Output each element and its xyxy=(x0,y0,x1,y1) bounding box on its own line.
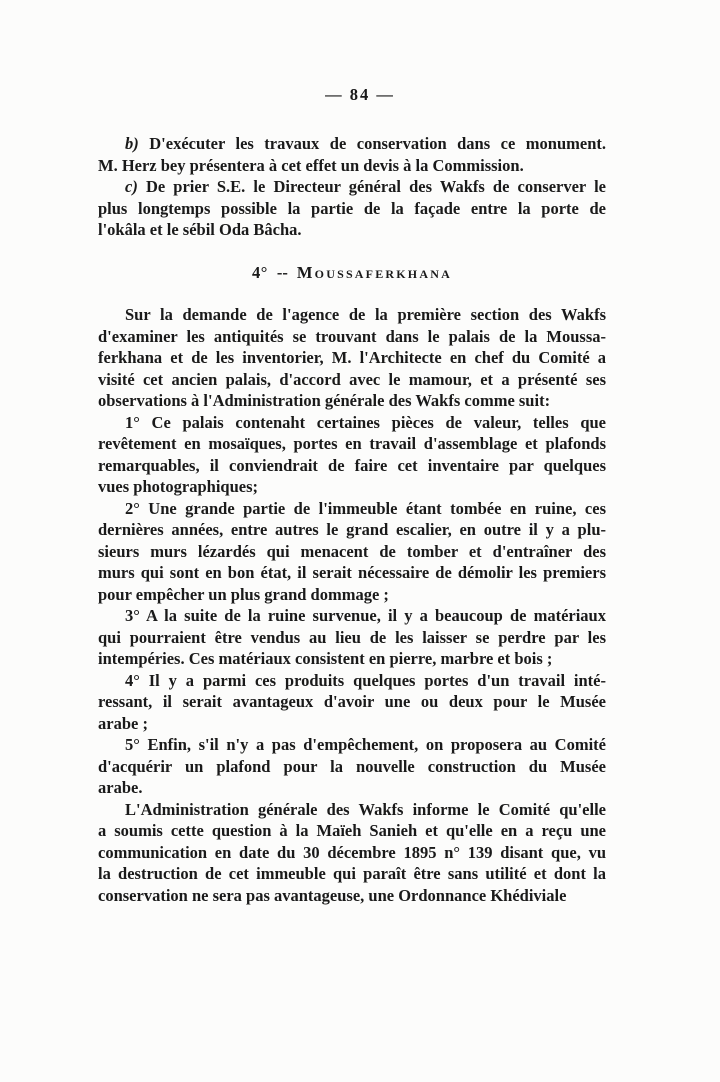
text-line xyxy=(98,433,606,455)
line-text: plus longtemps possible la partie de la façade entre la porte de xyxy=(98,198,606,218)
line-text: qui pourraient être vendus au lieu de les laisser se perdre par les xyxy=(98,627,606,647)
line-text: vues photographiques; xyxy=(98,477,258,496)
line-text: ferkhana et de les inventorier, M. l'Architecte en chef du Comité a xyxy=(98,348,606,367)
text-line xyxy=(98,304,606,326)
line-text: intempéries. Ces matériaux consistent en pierre, marbre et bois ; xyxy=(98,649,553,668)
line-text: D'exécuter les travaux de conservation dans ce monument. xyxy=(138,134,606,153)
paragraph xyxy=(98,176,606,241)
text-line xyxy=(98,713,606,735)
text-line xyxy=(98,691,606,713)
line-text: sieurs murs lézardés qui menacent de tomber et d'entraîner des xyxy=(98,541,606,561)
line-text: 1° Ce palais contenaht certaines pièces de valeur, telles que xyxy=(125,412,606,432)
text-column xyxy=(98,133,606,906)
text-line xyxy=(98,476,606,498)
page-number: — 84 — xyxy=(325,85,395,104)
text-line xyxy=(98,369,606,391)
text-line xyxy=(98,777,606,799)
text-line xyxy=(98,347,606,369)
text-line xyxy=(98,842,606,864)
line-text: remarquables, il conviendrait de faire cet inventaire par quelques xyxy=(98,455,606,475)
heading-separator: -- xyxy=(276,262,288,282)
line-text: d'acquérir un plafond pour la nouvelle construction du Musée xyxy=(98,756,606,776)
text-line xyxy=(98,562,606,584)
text-line xyxy=(98,734,606,756)
line-text: L'Administration générale des Wakfs informe le Comité qu'elle xyxy=(125,799,606,819)
italic-lead: c) xyxy=(125,177,138,196)
text-line xyxy=(98,412,606,434)
line-text: 3° A la suite de la ruine survenue, il y a beaucoup de matériaux xyxy=(125,606,606,625)
heading-numeral: 4° xyxy=(252,262,268,282)
paragraph xyxy=(98,133,606,176)
line-text: 4° Il y a parmi ces produits quelques portes d'un travail inté- xyxy=(125,670,606,690)
text-line xyxy=(98,541,606,563)
line-text: la destruction de cet immeuble qui paraît être sans utilité et dont la xyxy=(98,864,606,883)
body-paragraphs xyxy=(98,304,606,906)
line-text: 2° Une grande partie de l'immeuble étant tombée en ruine, ces xyxy=(125,498,606,518)
section-heading xyxy=(98,262,606,284)
text-line xyxy=(98,648,606,670)
text-line xyxy=(98,198,606,220)
line-text: observations à l'Administration générale des Wakfs comme suit: xyxy=(98,391,551,410)
text-line xyxy=(98,605,606,627)
text-line xyxy=(98,498,606,520)
paragraph xyxy=(98,670,606,735)
line-text: d'examiner les antiquités se trouvant dans le palais de la Moussa- xyxy=(98,326,606,346)
paragraph xyxy=(98,799,606,907)
text-line xyxy=(98,155,606,177)
line-text: pour empêcher un plus grand dommage ; xyxy=(98,584,389,604)
line-text: ressant, il serait avantageux d'avoir une ou deux pour le Musée xyxy=(98,692,606,711)
line-text: De prier S.E. le Directeur général des Wakfs de conserver le xyxy=(137,177,606,196)
paragraph xyxy=(98,734,606,799)
text-line xyxy=(98,863,606,885)
text-line xyxy=(98,133,606,155)
line-text: M. Herz bey présentera à cet effet un devis à la Commission. xyxy=(98,155,524,175)
text-line xyxy=(98,455,606,477)
paragraph xyxy=(98,605,606,670)
line-text: dernières années, entre autres le grand escalier, en outre il y a plu- xyxy=(98,520,606,539)
text-line xyxy=(98,326,606,348)
paragraph xyxy=(98,304,606,412)
paragraph xyxy=(98,412,606,498)
line-text: 5° Enfin, s'il n'y a pas d'empêchement, on proposera au Comité xyxy=(125,735,606,754)
line-text: murs qui sont en bon état, il serait nécessaire de démolir les premiers xyxy=(98,563,606,582)
italic-lead: b) xyxy=(125,134,139,153)
top-paragraphs xyxy=(98,133,606,241)
text-line xyxy=(98,219,606,241)
text-line xyxy=(98,519,606,541)
line-text: arabe ; xyxy=(98,713,148,733)
text-line xyxy=(98,627,606,649)
text-line xyxy=(98,390,606,412)
text-line xyxy=(98,584,606,606)
text-line xyxy=(98,820,606,842)
text-line xyxy=(98,176,606,198)
line-text: revêtement en mosaïques, portes en travail d'assemblage et plafonds xyxy=(98,434,606,453)
line-text: l'okâla et le sébil Oda Bâcha. xyxy=(98,220,302,239)
text-line xyxy=(98,885,606,907)
text-line xyxy=(98,670,606,692)
paragraph xyxy=(98,498,606,606)
line-text: communication en date du 30 décembre 1895 n° 139 disant que, vu xyxy=(98,842,606,862)
text-line xyxy=(98,756,606,778)
line-text: a soumis cette question à la Maïeh Sanieh et qu'elle en a reçu une xyxy=(98,821,606,840)
line-text: arabe. xyxy=(98,778,143,797)
heading-title: Moussaferkhana xyxy=(296,262,452,282)
line-text: conservation ne sera pas avantageuse, une Ordonnance Khédiviale xyxy=(98,885,567,905)
line-text: visité cet ancien palais, d'accord avec le mamour, et a présenté ses xyxy=(98,369,606,389)
text-line xyxy=(98,799,606,821)
line-text: Sur la demande de l'agence de la première section des Wakfs xyxy=(125,305,606,324)
